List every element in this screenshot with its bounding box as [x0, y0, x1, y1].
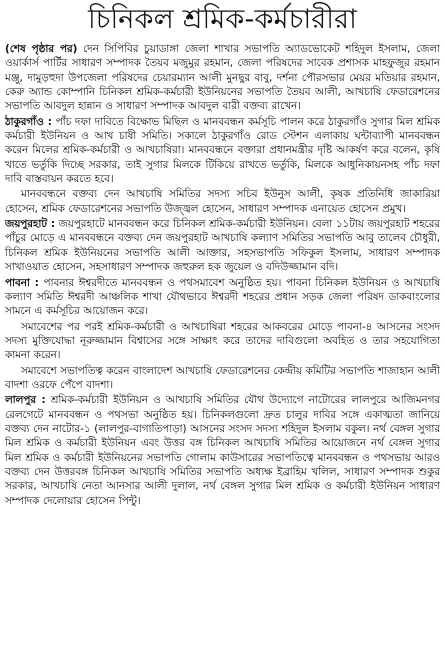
paragraph-text: দেন সিপিবির চুয়াডাঙ্গা জেলা শাখার সভাপতি অ্যাডভোকেট শহিদুল ইসলাম, জেলা ওয়ার্কার্স পার্টির সাধারণ সম্পাদক তৈয়ব মজুমুর রহমান, জেলা পরিষদের সাবেক প্রশাসক মাহফুজুর রহমান মঞ্জু, দামুড়হুদা উপজেলা পরিষদের চেয়ারম্যান আলী মুনছুর বাবু, দর্শনা পৌরসভার মেয়র মতিয়ার রহমান, কেরু অ্যান্ড কোম্পানি চিনিকল শ্রমিক-কর্মচারী ইউনিয়নের সভাপতি তৈয়ব আলী, আখচাষি ফেডারেশনের সভাপতি আবদুল হান্নান ও সাধারণ সম্পাদক আবদুল বারী বক্তব্য রাখেন।: [5, 43, 440, 113]
paragraph-text: জয়পুরহাটে মানববন্ধন করে চিনিকল শ্রমিক-কর্মচারী ইউনিয়ন। বেলা ১১টায় জয়পুরহাট শহরের পাঁচুর মোড়ে এ মানববন্ধনে বক্তব্য দেন জয়পুরহাট আখচাষি কল্যাণ সমিতির সভাপতি আবু তালেব চৌধুরী, চিনিকল শ্রমিক ইউনিয়নের সভাপতি আলী আক্তার, সহসভাপতি সফিকুল ইসলাম, সাধারণ সম্পাদক সাখাওয়াত হোসেন, সহসাধারণ সম্পাদক জহুরুল হক জুয়েল ও বদিউজ্জামান বদি।: [5, 218, 440, 274]
paragraph-lead: লালপুর :: [5, 394, 46, 407]
paragraph-text: পাবনার ঈশ্বরদীতে মানববন্ধন ও পথসমাবেশ অনুষ্ঠিত হয়। পাবনা চিনিকল ইউনিয়ন ও আখচাষি কল্যাণ সমিতি ঈশ্বরদী আঞ্চলিক শাখা যৌথভাবে ঈশ্বরদী শহরের প্রধান সড়ক জেলা পরিষদ ডাকবাংলোর সামনে এ কর্মসূচির আয়োজন করে।: [5, 276, 441, 318]
paragraph-text: মানববন্ধনে বক্তব্য দেন আখচাষি সমিতির সদস্য সচিব ইউনুস আলী, কৃষক প্রতিনিধি জাকারিয়া হোসেন, শ্রমিক ফেডারেশনের সভাপতি উজ্জ্বল হোসেন, সাধারণ সম্পাদক এনায়েত হোসেন প্রমুখ।: [5, 188, 440, 215]
paragraph-lalpur: [5, 393, 440, 508]
paragraph-text: সমাবেশের পর পরই শ্রমিক-কর্মচারী ও আখচাষিরা শহরের আকবরের মোড়ে পাবনা-৪ আসনের সংসদ সদস্য মুক্তিযোদ্ধা নূরুজ্জামান বিশ্বাসের সঙ্গে সাক্ষাৎ করে তাদের দাবিগুলো অবহিত ও তার সহযোগিতা কামনা করেন।: [5, 320, 440, 362]
paragraph-pabna-chair: [5, 364, 440, 393]
paragraph-text: শ্রমিক-কর্মচারী ইউনিয়ন ও আখচাষি সমিতির যৌথ উদ্যোগে নাটোরের লালপুরে আজিমনগর রেলগেটে মানববন্ধন ও পথসভা অনুষ্ঠিত হয়। চিনিকলগুলো দ্রুত চালুর দাবির সঙ্গে একাত্মতা জানিয়ে বক্তব্য দেন নাটোর-১ (লালপুর-বাগাতিপাড়া) আসনের সংসদ সদস্য শহিদুল ইসলাম বকুল। নর্থ বেঙ্গল সুগার মিল শ্রমিক ও কর্মচারী ইউনিয়ন এবং উত্তর বঙ্গ চিনিকল আখচাষি সমিতির আয়োজনে নর্থ বেঙ্গল সুগার মিল শ্রমিক ও কর্মচারী ইউনিয়নের সভাপতি গোলাম কাউসারের সভাপতিত্বে মানববন্ধন ও পথসভায় আরও বক্তব্য দেন উত্তরবঙ্গ চিনিকল আখচাষি সমিতির সভাপতি অধ্যক্ষ ইব্রাহিম খলিল, সাধারণ সম্পাদক শুকুর সরকার, আখচাষি নেতা আনসার আলী দুলাল, নর্থ বেঙ্গল সুগার মিল শ্রমিক ও কর্মচারী ইউনিয়ন সাধারণ সম্পাদক দেলোয়ার হোসেন পিন্টু।: [5, 394, 440, 507]
paragraph-lead: জয়পুরহাট :: [5, 218, 55, 231]
paragraph-thakurgaon-speakers: [5, 187, 440, 216]
paragraph-lead: পাবনা :: [5, 276, 39, 289]
paragraph-text: সমাবেশে সভাপতিত্ব করেন বাংলাদেশ আখচাষি ফেডারেশনের কেন্দ্রীয় কমিটির সভাপতি শাজাহান আলী বাদশা ওরফে পেঁপে বাদশা।: [5, 364, 440, 391]
headline: চিনিকল শ্রমিক-কর্মচারীরা: [87, 4, 358, 35]
paragraph-lead: ঠাকুরগাঁও :: [5, 115, 52, 128]
paragraph-continuation: [5, 42, 440, 114]
paragraph-text: পাঁচ দফা দাবিতে বিক্ষোভ মিছিল ও মানববন্ধন কর্মসূচি পালন করে ঠাকুরগাঁও সুগার মিল শ্রমিক কর্মচারী ইউনিয়ন ও আখ চাষী সমিতি। সকালে ঠাকুরগাঁও রোড স্টেশন এলাকায় ঘন্টাব্যাপী মানববন্ধন করেন মিলের শ্রমিক-কর্মচারী ও আখচাষিরা। মানববন্ধনে বক্তারা প্রধানমন্ত্রীর দৃষ্টি আকর্ষণ করে বলেন, কৃষি খাতে ভর্তুকি দিচ্ছে সরকার, তাই সুগার মিলকে টিকিয়ে রাখতে ভর্তুকি, মিলকে আধুনিকায়নসহ পাঁচ দফা দাবি বাস্তবায়ন করতে হবে।: [5, 115, 440, 186]
paragraph-pabna: [5, 276, 440, 319]
paragraph-pabna-meeting: [5, 320, 440, 363]
paragraph-thakurgaon: [5, 115, 440, 187]
paragraph-lead: (শেষ পৃষ্ঠার পর): [5, 43, 78, 55]
paragraph-joypurhat: [5, 217, 440, 274]
article-body: [5, 42, 440, 508]
